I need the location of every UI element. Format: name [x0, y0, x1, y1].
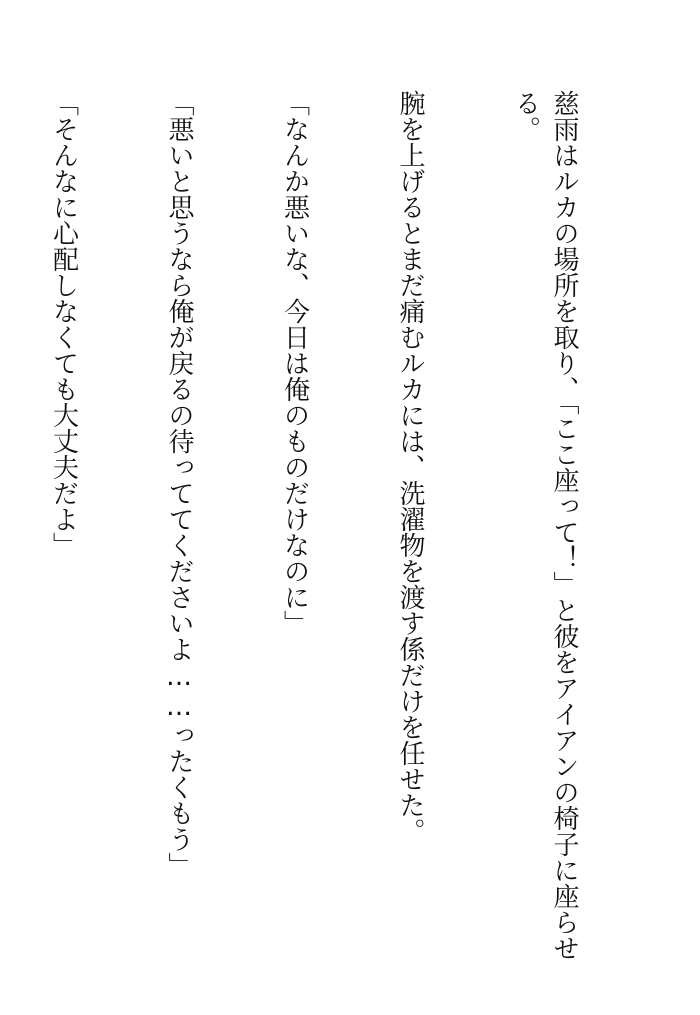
vertical-text-body — [0, 90, 660, 990]
text-line: 「なんか悪いな、今日は俺のものだけなのに」 — [279, 90, 310, 636]
text-line: 「悪いと思うなら俺が戻るの待っててくださいよ……ったくもう」 — [164, 90, 194, 878]
text-line: 慈雨はルカの場所を取り、「ここ座って！」と彼をアイアンの椅子に座らせる。 — [510, 90, 579, 961]
text-line: 腕を上げるとまだ痛むルカには、洗濯物を渡す係だけを任せた。 — [395, 90, 425, 844]
text-line: 「そんなに心配しなくても大丈夫だよ」 — [48, 90, 79, 558]
